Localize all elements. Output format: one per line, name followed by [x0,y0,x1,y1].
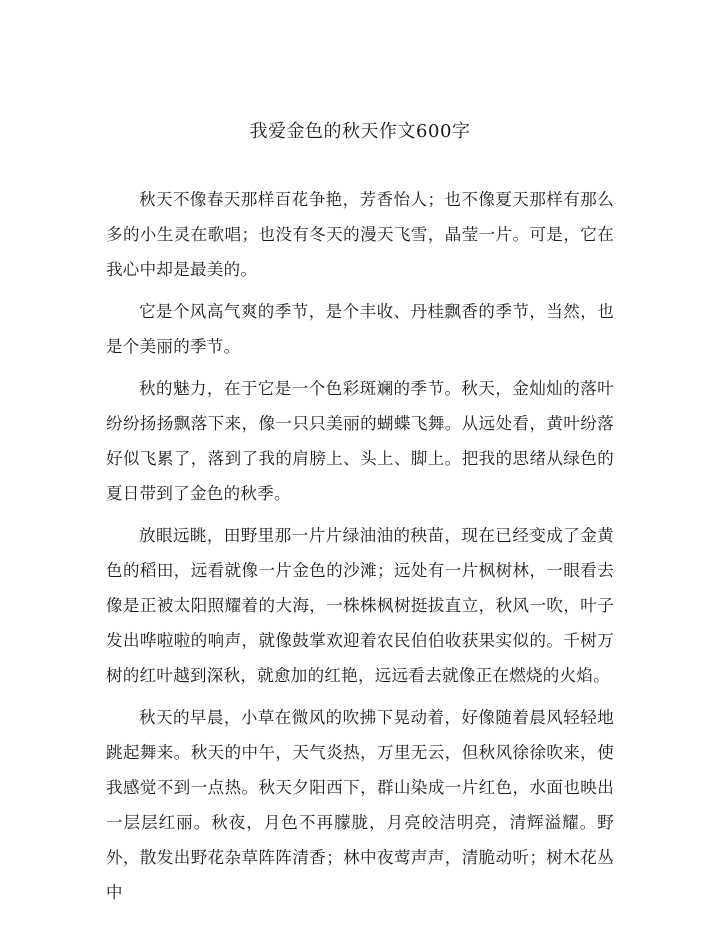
page-title: 我爱金色的秋天作文600字 [249,121,471,142]
article-body [106,182,614,917]
paragraph-4: 放眼远眺，田野里那一片片绿油油的秧苗，现在已经变成了金黄色的稻田，远看就像一片金色的沙滩；远处有一片枫树林，一眼看去像是正被太阳照耀着的大海，一株株枫树挺拔直立，秋风一吹，叶子发出哗啦啦的响声，就像鼓掌欢迎着农民伯伯收获果实似的。千树万树的红叶越到深秋，就愈加的红艳，远远看去就像正在燃烧的火焰。 [106,526,614,685]
paragraph-2: 它是个风高气爽的季节，是个丰收、丹桂飘香的季节，当然，也是个美丽的季节。 [106,302,614,356]
paragraph-5: 秋天的早晨，小草在微风的吹拂下晃动着，好像随着晨风轻轻地跳起舞来。秋天的中午，天气炎热，万里无云，但秋风徐徐吹来，使我感觉不到一点热。秋天夕阳西下，群山染成一片红色，水面也映出一层层红丽。秋夜，月色不再朦胧，月亮皎洁明亮，清辉溢耀。野外，散发出野花杂草阵阵清香；林中夜莺声声，清脆动听；树木花丛中 [106,708,614,902]
paragraph-3: 秋的魅力，在于它是一个色彩斑斓的季节。秋天，金灿灿的落叶纷纷扬扬飘落下来，像一只只美丽的蝴蝶飞舞。从远处看，黄叶纷落好似飞累了，落到了我的肩膀上、头上、脚上。把我的思绪从绿色的夏日带到了金色的秋季。 [106,379,614,503]
paragraph-1: 秋天不像春天那样百花争艳，芳香怡人；也不像夏天那样有那么多的小生灵在歌唱；也没有冬天的漫天飞雪，晶莹一片。可是，它在我心中却是最美的。 [106,190,614,279]
